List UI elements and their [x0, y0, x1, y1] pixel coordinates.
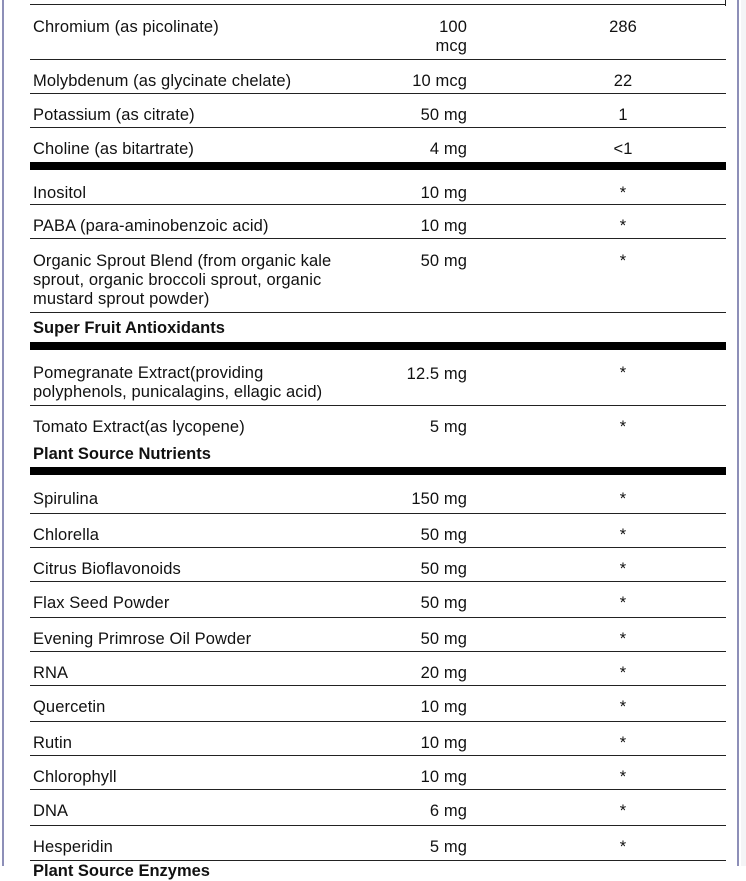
- nutrient-name: PABA (para-aminobenzoic acid): [33, 217, 269, 235]
- nutrient-amount: 10 mg: [420, 734, 467, 752]
- table-row: [30, 172, 726, 205]
- section-header-row: [30, 313, 726, 341]
- daily-value: 1: [618, 106, 628, 124]
- nutrient-name: Flax Seed Powder: [33, 594, 170, 612]
- nutrient-amount: 6 mg: [429, 802, 467, 820]
- daily-value: *: [619, 490, 627, 508]
- name-line: polyphenols, punicalagins, ellagic acid): [33, 383, 323, 401]
- daily-value: 286: [609, 18, 637, 36]
- daily-value: *: [619, 364, 627, 382]
- thick-section-divider: [30, 467, 726, 475]
- nutrient-name: Quercetin: [33, 698, 106, 716]
- table-row: [30, 352, 726, 406]
- amount-line-2: mcg: [435, 37, 467, 55]
- nutrient-name: DNA: [33, 802, 69, 820]
- section-title: Super Fruit Antioxidants: [33, 319, 225, 337]
- nutrient-name: Chlorophyll: [33, 768, 117, 786]
- nutrient-amount: 50 mg: [420, 594, 467, 612]
- nutrient-name: Tomato Extract(as lycopene): [33, 418, 245, 436]
- section-header-row: [30, 440, 726, 466]
- nutrient-name: [33, 252, 373, 309]
- nutrient-amount: 20 mg: [420, 664, 467, 682]
- daily-value: *: [619, 594, 627, 612]
- nutrient-amount: 10 mg: [420, 217, 467, 235]
- table-row: [30, 790, 726, 826]
- daily-value: 22: [613, 72, 633, 90]
- nutrient-name: Inositol: [33, 184, 87, 202]
- nutrient-amount: 10 mcg: [412, 72, 467, 90]
- table-row: [30, 756, 726, 790]
- nutrient-amount: 50 mg: [420, 252, 467, 270]
- table-row: [30, 652, 726, 686]
- table-row: [30, 686, 726, 722]
- table-row: [30, 406, 726, 440]
- table-row: [30, 722, 726, 756]
- nutrient-amount: 5 mg: [429, 838, 467, 856]
- nutrient-amount: 10 mg: [420, 698, 467, 716]
- nutrient-name: [33, 364, 373, 402]
- nutrient-name: Spirulina: [33, 490, 99, 508]
- daily-value: *: [619, 802, 627, 820]
- nutrient-amount: [370, 18, 467, 56]
- daily-value: *: [619, 768, 627, 786]
- daily-value: *: [619, 698, 627, 716]
- amount-line-1: 100: [439, 18, 467, 36]
- daily-value: *: [619, 252, 627, 270]
- page-right-border: [737, 0, 739, 866]
- nutrient-amount: 5 mg: [429, 418, 467, 436]
- daily-value: *: [619, 184, 627, 202]
- nutrient-amount: 12.5 mg: [406, 365, 467, 383]
- daily-value: *: [619, 526, 627, 544]
- clipped-row-bottom: [30, 861, 726, 880]
- nutrient-amount: 150 mg: [411, 490, 467, 508]
- nutrient-name: Chlorella: [33, 526, 100, 544]
- daily-value: *: [619, 630, 627, 648]
- table-row: [30, 618, 726, 652]
- nutrient-amount: 4 mg: [429, 140, 467, 158]
- nutrient-name: Citrus Bioflavonoids: [33, 560, 181, 578]
- table-row: [30, 826, 726, 861]
- table-row: [30, 205, 726, 239]
- page-right-margin: [741, 0, 746, 866]
- nutrient-amount: 50 mg: [420, 526, 467, 544]
- daily-value: <1: [613, 140, 633, 158]
- table-row: [30, 239, 726, 313]
- nutrient-amount: 50 mg: [420, 560, 467, 578]
- daily-value: *: [619, 734, 627, 752]
- name-line: sprout, organic broccoli sprout, organic: [33, 271, 322, 289]
- daily-value: *: [619, 418, 627, 436]
- nutrient-name: Molybdenum (as glycinate chelate): [33, 72, 292, 90]
- nutrient-name: Potassium (as citrate): [33, 106, 195, 124]
- table-row: [30, 5, 726, 60]
- table-row: [30, 60, 726, 94]
- section-title: Plant Source Nutrients: [33, 445, 211, 463]
- nutrient-name: Evening Primrose Oil Powder: [33, 630, 252, 648]
- nutrient-amount: 50 mg: [420, 630, 467, 648]
- nutrient-amount: 10 mg: [420, 184, 467, 202]
- nutrient-name: Chromium (as picolinate): [33, 18, 219, 36]
- nutrient-name: Hesperidin: [33, 838, 113, 856]
- table-row: [30, 94, 726, 128]
- thick-section-divider: [30, 162, 726, 170]
- daily-value: *: [619, 838, 627, 856]
- page-left-border: [2, 0, 4, 866]
- thick-section-divider: [30, 342, 726, 350]
- table-row: [30, 548, 726, 582]
- daily-value: *: [619, 217, 627, 235]
- table-row: [30, 514, 726, 548]
- name-line: Pomegranate Extract(providing: [33, 364, 264, 382]
- nutrient-name: Choline (as bitartrate): [33, 140, 194, 158]
- table-row: [30, 128, 726, 161]
- daily-value: *: [619, 664, 627, 682]
- section-title: Plant Source Enzymes: [33, 862, 210, 880]
- nutrient-amount: 50 mg: [420, 106, 467, 124]
- table-row: [30, 582, 726, 618]
- nutrient-amount: 10 mg: [420, 768, 467, 786]
- table-row: [30, 476, 726, 514]
- nutrient-name: RNA: [33, 664, 69, 682]
- name-line: mustard sprout powder): [33, 290, 210, 308]
- nutrient-name: Rutin: [33, 734, 73, 752]
- daily-value: *: [619, 560, 627, 578]
- name-line: Organic Sprout Blend (from organic kale: [33, 252, 332, 270]
